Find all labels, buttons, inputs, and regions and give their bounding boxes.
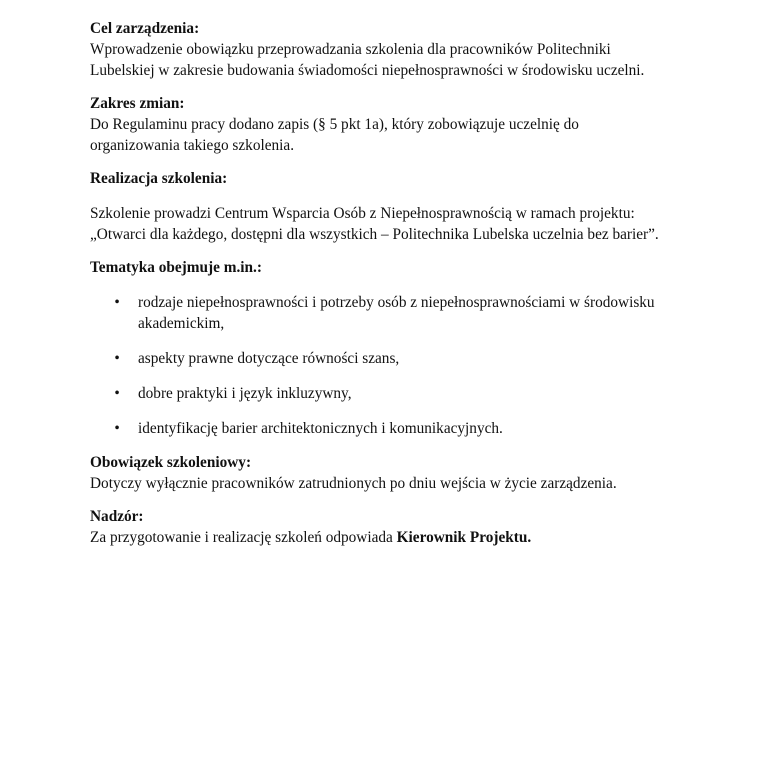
list-item-text: rodzaje niepełnosprawności i potrzeby osób z niepełnosprawnościami w środowisku akademickim, [138, 294, 655, 332]
list-item-text: aspekty prawne dotyczące równości szans, [138, 350, 400, 367]
bullet-icon: • [114, 294, 120, 311]
list-item-text: dobre praktyki i język inkluzywny, [138, 385, 352, 402]
list-item [90, 418, 710, 439]
section-zakres [90, 93, 710, 156]
list-item [90, 383, 710, 404]
text-obowiazek: Dotyczy wyłącznie pracowników zatrudnionych po dniu wejścia w życie zarządzenia. [90, 475, 617, 492]
list-item [90, 292, 710, 334]
heading-zakres: Zakres zmian: [90, 95, 185, 112]
section-realizacja [90, 168, 710, 245]
bullet-icon: • [114, 420, 120, 437]
heading-obowiazek: Obowiązek szkoleniowy: [90, 454, 252, 471]
list-item-text: identyfikację barier architektonicznych i komunikacyjnych. [138, 420, 503, 437]
text-zakres: Do Regulaminu pracy dodano zapis (§ 5 pkt 1a), który zobowiązuje uczelnię do organizowania takiego szkolenia. [90, 116, 579, 154]
text-realizacja-line1: Szkolenie prowadzi Centrum Wsparcia Osób z Niepełnosprawnością w ramach projektu: [90, 205, 635, 222]
text-nadzor-responsible: Kierownik Projektu. [396, 529, 532, 546]
text-nadzor [90, 527, 710, 548]
bullet-icon: • [114, 350, 120, 367]
text-cel: Wprowadzenie obowiązku przeprowadzania szkolenia dla pracowników Politechniki Lubelskiej w zakresie budowania świadomości niepełnosprawności w środowisku uczelni. [90, 41, 645, 79]
document-page [90, 18, 710, 548]
text-realizacja-line2: „Otwarci dla każdego, dostępni dla wszystkich – Politechnika Lubelska uczelnia bez barier”. [90, 226, 659, 243]
section-tematyka [90, 257, 710, 439]
section-nadzor [90, 506, 710, 548]
section-obowiazek [90, 452, 710, 494]
text-nadzor-prefix: Za przygotowanie i realizację szkoleń odpowiada [90, 529, 397, 546]
list-item [90, 348, 710, 369]
bullet-icon: • [114, 385, 120, 402]
heading-cel: Cel zarządzenia: [90, 20, 200, 37]
heading-tematyka: Tematyka obejmuje m.in.: [90, 259, 262, 276]
heading-nadzor: Nadzór: [90, 508, 144, 525]
topics-list [90, 292, 710, 439]
section-cel [90, 18, 710, 81]
heading-realizacja: Realizacja szkolenia: [90, 170, 228, 187]
